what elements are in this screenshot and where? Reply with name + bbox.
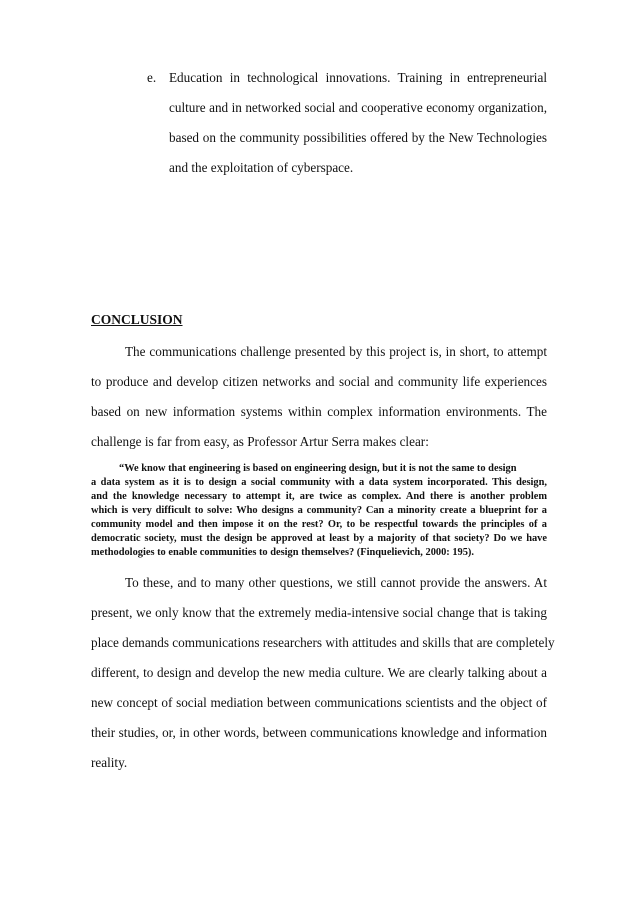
paragraph-line [91,635,555,651]
paragraph-line-text: present, we only know that the extremely media-intensive social change that is taking [91,605,547,620]
paragraph-line-text: To these, and to many other questions, we still cannot provide the answers. At [125,575,547,590]
list-marker: e. [147,70,157,85]
quote-line-text: methodologies to enable communities to design themselves? (Finquelievich, 2000: 195). [91,547,474,558]
quote-line [91,462,547,475]
paragraph-line [91,725,547,741]
quote-line [91,532,547,545]
quote-line-text: community model and then impose it on the rest? Or, to be respectful towards the principles of a [91,519,547,530]
paragraph-line [91,374,547,390]
list-line-text: Education in technological innovations. Training in entrepreneurial [169,70,547,85]
paragraph-line [91,404,547,420]
quote-line [91,546,547,559]
paragraph-line-text: challenge is far from easy, as Professor Artur Serra makes clear: [91,434,429,449]
list-line-text: and the exploitation of cyberspace. [169,160,354,175]
paragraph-line-text: their studies, or, in other words, between communications knowledge and information [91,725,547,740]
quote-line-text: which is very difficult to solve: Who designs a community? Can a minority create a blueprint for a [91,505,547,516]
list-line [169,70,547,86]
paragraph-line [91,344,547,360]
paragraph-line [91,695,547,711]
paragraph-line-text: place demands communications researchers with attitudes and skills that are completely [91,635,555,650]
paragraph-line-text: reality. [91,755,128,770]
paragraph-line [91,755,547,771]
list-line [169,160,353,176]
paragraph-line-text: The communications challenge presented by this project is, in short, to attempt [125,344,547,359]
list-line [169,100,547,116]
quote-line-text: “We know that engineering is based on engineering design, but it is not the same to design [119,463,517,474]
section-heading: CONCLUSION [91,312,183,327]
quote-line [91,504,547,517]
list-line-text: culture and in networked social and cooperative economy organization, [169,100,547,115]
list-line [169,130,547,146]
quote-line [91,476,547,489]
paragraph-line [91,434,547,450]
quote-line-text: democratic society, must the design be approved at least by a majority of that society? Do we have [91,533,547,544]
paragraph-line [91,665,547,681]
paragraph-line [91,605,547,621]
list-line-text: based on the community possibilities offered by the New Technologies [169,130,547,145]
paragraph-line-text: based on new information systems within complex information environments. The [91,404,547,419]
paragraph-line-text: to produce and develop citizen networks and social and community life experiences [91,374,547,389]
quote-line-text: and the knowledge necessary to attempt it, are twice as complex. And there is another problem [91,491,547,502]
paragraph-line-text: new concept of social mediation between communications scientists and the object of [91,695,547,710]
quote-line-text: a data system as it is to design a social community with a data system incorporated. This design, [91,477,547,488]
quote-line [91,490,547,503]
quote-line [91,518,547,531]
paragraph-line [91,575,547,591]
paragraph-line-text: different, to design and develop the new media culture. We are clearly talking about a [91,665,547,680]
